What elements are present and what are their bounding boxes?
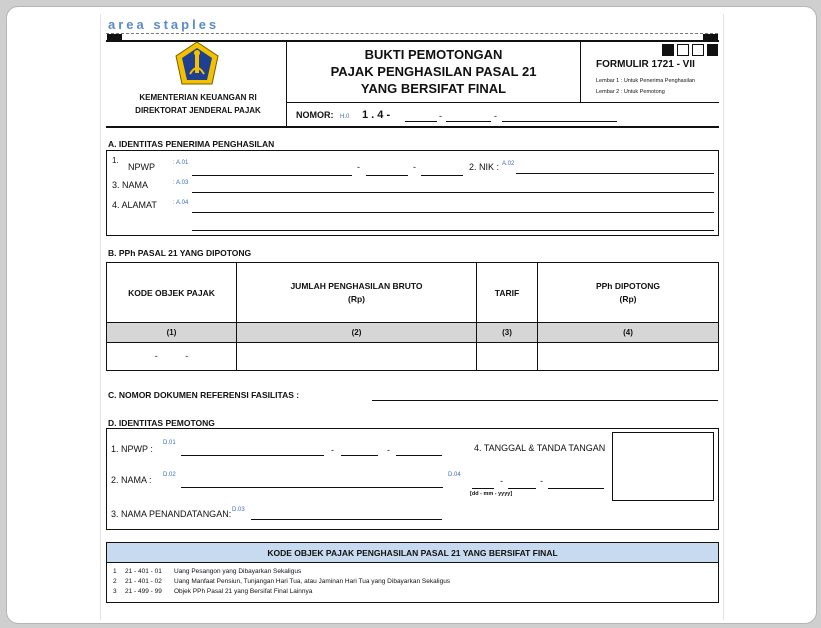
kode-table-title: KODE OBJEK PAJAK PENGHASILAN PASAL 21 YANG BERSIFAT FINAL <box>267 548 558 558</box>
kode-row-3-code: 21 - 499 - 99 <box>125 588 162 595</box>
formulir-code: FORMULIR 1721 - VII <box>596 59 695 70</box>
date-year-field[interactable] <box>548 488 604 489</box>
col-number-1: (1) <box>166 328 177 337</box>
penandatangan-label: 3. NAMA PENANDATANGAN: <box>111 509 232 519</box>
npwp-field-1[interactable] <box>192 175 352 176</box>
date-code: D.04 <box>448 472 461 478</box>
formulir-square-filled-right <box>707 44 718 56</box>
header-nomor-rule <box>286 102 719 103</box>
alamat-field-1[interactable] <box>192 212 714 213</box>
nama-label: 3. NAMA <box>112 180 149 190</box>
kode-row-1-no: 1 <box>113 568 117 575</box>
section-b-title: B. PPh PASAL 21 YANG DIPOTONG <box>108 248 252 258</box>
pemotong-nama-label: 2. NAMA : <box>111 475 152 485</box>
kode-row-3-desc: Objek PPh Pasal 21 yang Bersifat Final Lainnya <box>174 588 313 595</box>
nomor-sep-2: - <box>494 111 497 121</box>
npwp-sep-2: - <box>413 162 416 172</box>
form-title-line1: BUKTI PEMOTONGAN <box>364 47 503 62</box>
pemotong-npwp-sep-1: - <box>331 445 334 455</box>
pemotong-npwp-sep-2: - <box>387 445 390 455</box>
nama-field[interactable] <box>192 192 714 193</box>
kode-row-2-no: 2 <box>113 578 117 585</box>
col-number-4: (4) <box>623 328 633 337</box>
pemotong-nama-code: D.02 <box>163 472 176 478</box>
kode-row-1-desc: Uang Pesangon yang Dibayarkan Sekaligus <box>174 568 302 575</box>
date-format-hint: [dd - mm - yyyy] <box>470 491 513 497</box>
nomor-field-3[interactable] <box>502 121 617 122</box>
formulir-checkbox-1[interactable] <box>677 44 689 56</box>
section-d-title: D. IDENTITAS PEMOTONG <box>108 418 215 428</box>
col-kode-objek-pajak: KODE OBJEK PAJAK <box>128 288 215 298</box>
kemenkeu-logo-icon <box>172 40 222 90</box>
pemotong-nama-field[interactable] <box>181 487 443 488</box>
col-tarif: TARIF <box>494 288 520 298</box>
kode-objek-value[interactable]: - - <box>154 351 189 361</box>
brand-label: area staples <box>108 17 220 32</box>
date-day-field[interactable] <box>472 488 494 489</box>
pemotong-npwp-field-3[interactable] <box>396 455 442 456</box>
pph-input-cell[interactable] <box>538 343 718 370</box>
form-title-line3: YANG BERSIFAT FINAL <box>360 81 507 96</box>
header-divider-right <box>580 42 581 102</box>
npwp-sep-1: - <box>357 162 360 172</box>
nomor-sep-1: - <box>439 111 442 121</box>
formulir-checkbox-2[interactable] <box>692 44 704 56</box>
npwp-field-2[interactable] <box>366 175 408 176</box>
npwp-field-3[interactable] <box>421 175 463 176</box>
pemotong-npwp-field-1[interactable] <box>181 455 324 456</box>
kode-row-2-code: 21 - 401 - 02 <box>125 578 162 585</box>
alamat-code: : A.04 <box>173 200 189 206</box>
npwp-number: 1. <box>112 156 119 165</box>
section-c-title: C. NOMOR DOKUMEN REFERENSI FASILITAS : <box>108 390 300 400</box>
alamat-field-2[interactable] <box>192 230 714 231</box>
col-jumlah-bruto-unit: (Rp) <box>348 294 365 304</box>
nik-code: A.02 <box>502 161 515 167</box>
date-sep-1: - <box>500 476 503 486</box>
lembar-1: Lembar 1 : Untuk Penerima Penghasilan <box>596 78 696 84</box>
kode-row-3-no: 3 <box>113 588 117 595</box>
date-sep-2: - <box>540 476 543 486</box>
penandatangan-field[interactable] <box>251 519 442 520</box>
tanggal-label: 4. TANGGAL & TANDA TANGAN <box>474 443 606 453</box>
formulir-square-filled <box>662 44 674 56</box>
col-number-3: (3) <box>502 328 512 337</box>
pemotong-npwp-label: 1. NPWP : <box>111 444 153 454</box>
date-month-field[interactable] <box>508 488 536 489</box>
nomor-field-2[interactable] <box>446 121 491 122</box>
nomor-label: NOMOR: <box>296 110 334 120</box>
kode-row-2-desc: Uang Manfaat Pensiun, Tunjangan Hari Tua, atau Jaminan Hari Tua yang Dibayarkan Sekaligus <box>174 578 451 585</box>
alamat-label: 4. ALAMAT <box>112 200 157 210</box>
nomor-dokumen-field[interactable] <box>372 400 718 401</box>
lembar-2: Lembar 2 : Untuk Pemotong <box>596 89 665 95</box>
nik-label: 2. NIK : <box>469 162 500 172</box>
form-title-line2: PAJAK PENGHASILAN PASAL 21 <box>330 64 537 79</box>
npwp-label: NPWP <box>128 162 155 172</box>
nama-code: : A.03 <box>173 180 189 186</box>
section-a-title: A. IDENTITAS PENERIMA PENGHASILAN <box>108 139 275 149</box>
kode-row-1-code: 21 - 401 - 01 <box>125 568 162 575</box>
npwp-code: : A.01 <box>173 160 189 166</box>
header-bottom-rule <box>106 126 719 128</box>
dashed-divider <box>106 33 718 34</box>
col-pph-dipotong: PPh DIPOTONG <box>595 281 661 291</box>
col-jumlah-bruto: JUMLAH PENGHASILAN BRUTO <box>290 281 423 291</box>
bruto-input-cell[interactable] <box>237 343 476 370</box>
penandatangan-code: D.03 <box>232 507 245 513</box>
tarif-input-cell[interactable] <box>477 343 537 370</box>
nik-field[interactable] <box>516 173 714 174</box>
ministry-line2: DIREKTORAT JENDERAL PAJAK <box>135 106 261 115</box>
nomor-code: H.0 <box>340 114 350 120</box>
ministry-line1: KEMENTERIAN KEUANGAN RI <box>139 93 257 102</box>
table-rule-1 <box>107 322 718 323</box>
col-number-2: (2) <box>351 328 362 337</box>
col-pph-dipotong-unit: (Rp) <box>619 294 637 304</box>
pemotong-npwp-code: D.01 <box>163 440 176 446</box>
nomor-prefix: 1 . 4 - <box>362 109 391 121</box>
signature-box[interactable] <box>612 432 714 501</box>
nomor-field-1[interactable] <box>405 121 437 122</box>
pemotong-npwp-field-2[interactable] <box>341 455 378 456</box>
